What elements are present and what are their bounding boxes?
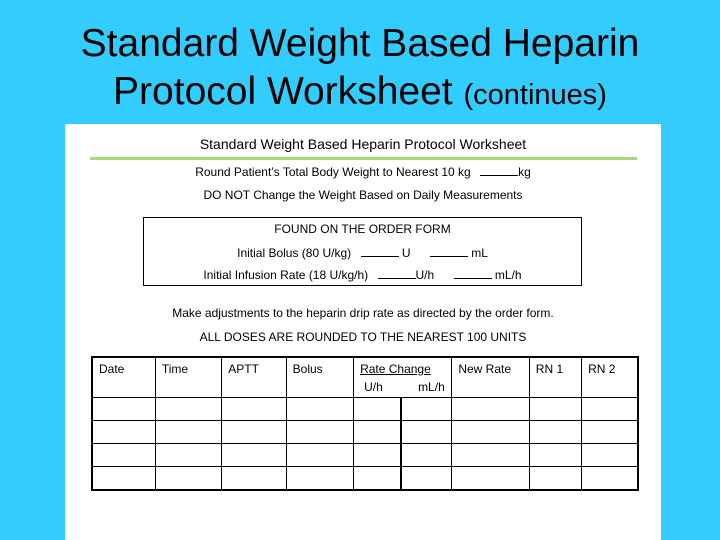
- infusion-unit-uh: U/h: [415, 268, 435, 282]
- header-time: Time: [155, 357, 221, 397]
- table-row: [92, 420, 638, 443]
- rate-change-label: Rate Change: [360, 362, 431, 376]
- worksheet-title: Standard Weight Based Heparin Protocol Worksheet: [199, 136, 527, 152]
- slide-title-suffix: (continues): [463, 79, 607, 111]
- weight-blank: [480, 164, 518, 176]
- bolus-label: Initial Bolus (80 U/kg): [237, 246, 352, 260]
- initial-bolus-line: [144, 245, 581, 260]
- round-weight-text: Round Patient’s Total Body Weight to Nearest 10 kg: [195, 165, 471, 179]
- infusion-label: Initial Infusion Rate (18 U/kg/h): [203, 268, 369, 282]
- initial-infusion-line: [144, 267, 581, 282]
- infusion-units-blank: [378, 267, 416, 279]
- no-change-line: DO NOT Change the Weight Based on Daily Measurements: [203, 188, 523, 202]
- header-bolus: Bolus: [286, 357, 353, 397]
- infusion-unit-mlh: mL/h: [494, 268, 522, 282]
- dosing-log-table: [91, 356, 639, 491]
- rate-change-uh: U/h: [364, 380, 383, 394]
- header-aptt: APTT: [222, 357, 286, 397]
- header-new-rate: New Rate: [452, 357, 529, 397]
- order-form-box: [143, 217, 582, 286]
- infusion-ml-blank: [454, 267, 492, 279]
- weight-unit: kg: [518, 165, 531, 179]
- bolus-units-blank: [361, 245, 399, 257]
- worksheet-image: [65, 124, 661, 540]
- slide-title: [0, 20, 720, 119]
- slide-title-main: Protocol Worksheet: [113, 70, 453, 113]
- table-row: [92, 443, 638, 466]
- bolus-unit-ml: mL: [471, 246, 488, 260]
- bolus-ml-blank: [430, 245, 468, 257]
- order-box-heading: FOUND ON THE ORDER FORM: [274, 222, 451, 236]
- bolus-unit-u: U: [401, 246, 411, 260]
- rate-change-mlh: mL/h: [418, 380, 445, 394]
- table-row: [92, 397, 638, 420]
- round-weight-line: [65, 164, 661, 179]
- header-rate-change: [354, 357, 452, 397]
- slide-title-line2: [0, 68, 720, 119]
- rounding-instruction: ALL DOSES ARE ROUNDED TO THE NEAREST 100 UNITS: [199, 330, 527, 344]
- table-row: [92, 466, 638, 490]
- header-rn2: RN 2: [582, 357, 638, 397]
- table-header-row: [92, 357, 638, 397]
- adjust-instruction: Make adjustments to the heparin drip rate as directed by the order form.: [172, 306, 554, 320]
- title-divider: [90, 157, 637, 160]
- slide-title-line1: Standard Weight Based Heparin: [80, 22, 640, 65]
- header-date: Date: [92, 357, 155, 397]
- header-rn1: RN 1: [529, 357, 581, 397]
